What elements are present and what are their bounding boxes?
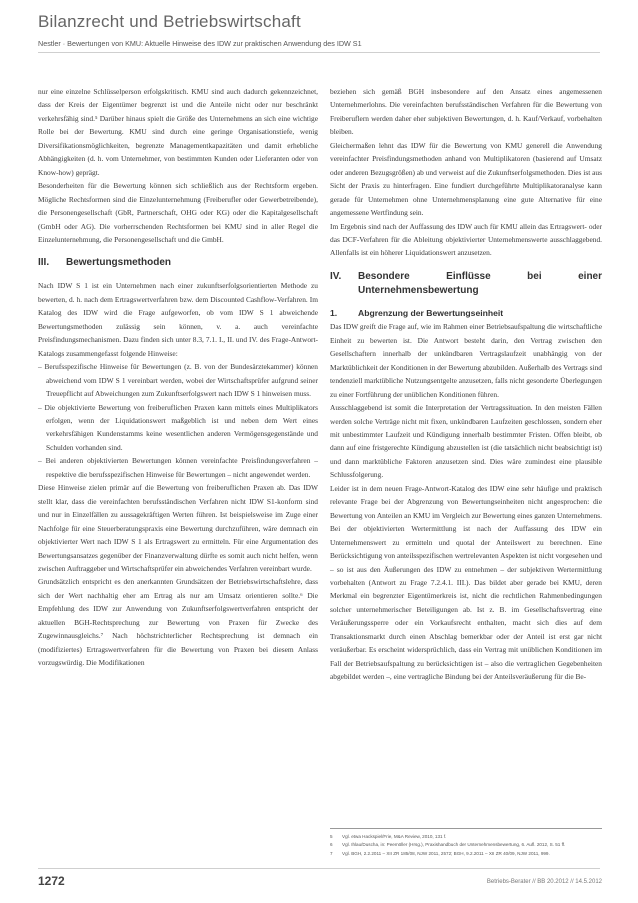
running-header-subtitle: Nestler · Bewertungen von KMU: Aktuelle Hinweise des IDW zur praktischen Anwendung des IDW S1 [38,39,362,48]
paragraph: Das IDW greift die Frage auf, wie im Rahmen einer Betriebsaufspaltung die wirtschaftliche Einheit zu bewerten ist. Die Antwort besteht darin, den Vertrag zwischen den Gesellschaftern innerhalb der unkündbaren Vertragslaufzeit unabhängig von der Marktüblichkeit der Konditionen in der Bewertung abzubilden. Außerhalb des Vertrags sind tendenziell marktübliche Nutzungsentgelte anzusetzen, falls nicht gesonderte Überlegungen zu einer Fortführung der unüblichen Konditionen führen. [330,322,602,399]
section-title: Besondere Einflüsse bei einer Unternehmensbewertung [358,270,602,296]
bullet-item: – Berufsspezifische Hinweise für Bewertungen (z. B. von der Bundesärztekammer) können abweichend vom IDW S 1 vereinbart werden, wobei der Wirtschaftsprüfer aufgrund seiner Treuepflicht auf Abweichungen zum Zukunftserfolgswert nach IDW S 1 hinweisen muss. [38,362,318,399]
running-header-title: Bilanzrecht und Betriebswirtschaft [38,12,301,31]
subsection-heading [330,307,602,320]
footnote-text: Vgl. Ihlau/Duscha, in: Peemöller (Hrsg.), Praxishandbuch der Unternehmensbewertung, 6. Aufl. 2012, S. 51 ff. [342,842,566,848]
footer-divider [38,868,600,869]
bullet-item: – Bei anderen objektivierten Bewertungen können vereinfachte Preisfindungsverfahren – respektive die berufsspezifischen Hinweise für Bewertungen – nicht angewendet werden. [38,456,318,479]
section-heading-methods [38,256,318,270]
left-column [38,85,318,670]
paragraph: Diese Hinweise zielen primär auf die Bewertung von freiberuflichen Praxen ab. Das IDW stellt klar, dass die vereinfachten berufsständischen Verfahren nicht IDW S1-konform sind und nur in Einzelfällen zu aussagekräftigen Werten führen. Ist beispielsweise im Zuge einer Nachfolge für eine Steuerberatungspraxis eine Bewertung durchzuführen, wäre demnach ein objektivierter Wert nach IDW S 1 als Ertragswert zu ermitteln. Für eine Argumentation des Bewertungsansatzes gegenüber der Finanzverwaltung dürfte es somit auch nicht helfen, wenn zwischen Auftraggeber und Wirtschaftsprüfer ein abweichendes Verfahren vereinbart wurde. [38,483,318,573]
bullet-item: – Die objektivierte Bewertung von freiberuflichen Praxen kann mittels eines Multiplikators erfolgen, wenn der Liquidationswert maßgeblich ist und neben dem Wert eines verkehrsfähigen Kundenstamms keine wesentlichen anderen Vermögensgegenstände und Schulden vorhanden sind. [38,402,318,452]
footnote-text: Vgl. etwa Hackspiel/Frie, M&A Review, 2010, 131 f. [342,834,447,839]
section-number: IV. [330,270,342,282]
paragraph: Ausschlaggebend ist somit die Interpretation der Vertragssituation. In den meisten Fällen werden solche Verträge nicht mit fixen, unkündbaren Laufzeiten geschlossen, sondern eher mit unbestimmter Laufzeit und Kündigung innerhalb bestimmter Fristen. Offen bleibt, ob dann auf eine fristgerechte Kündigung abzustellen ist (die tatsächlich nicht beabsichtigt ist) und dann marktübliche Faktoren anzusetzen sind. Dies wäre zumindest eine plausible Schlussfolgerung. [330,403,602,480]
footnotes [330,828,602,858]
footnote-number: 5 [330,834,333,839]
paragraph: Gleichermaßen lehnt das IDW für die Bewertung von KMU generell die Anwendung vereinfachter Preisfindungsmethoden anhand von Multiplikatoren (basierend auf Umsatz oder anderen Bezugsgrößen) ab und verweist auf die Zukunftserfolgsmethoden. Dies ist aus Sicht der Praxis zu hinterfragen. Eine fundiert durchgeführte Multiplikatoranalyse kann gerade für Unternehmen ohne Unternehmensplanung eine gute Alternative für eine angemessene Wertfindung sein. [330,140,602,218]
paragraph: Besonderheiten für die Bewertung können sich schließlich aus der Rechtsform ergeben. Mögliche Rechtsformen sind die Einzelunternehmung (Freiberufler oder Gewerbetreibende), die Personengesellschaft (GbR, Partnerschaft, OHG oder KG) oder die Kapitalgesellschaft (GmbH oder AG). Die vorherrschenden Rechtsformen bei KMU sind in aller Regel die Einzelunternehmung, die Personengesellschaft und die GmbH. [38,181,318,244]
footnote-text: Vgl. BGH, 2.2.2011 – XII ZR 185/08, NJW 2011, 2572; BGH, 9.2.2011 – XII ZR 40/09, NJW 2011, 999. [342,850,550,856]
subsection-number: 1. [330,307,338,318]
paragraph: Im Ergebnis sind nach der Auffassung des IDW auch für KMU allein das Ertragswert- oder das DCF-Verfahren für die Ableitung objektivierter Unternehmenswerte ausschlaggebend. Allenfalls ist ein höherer Liquidationswert anzusetzen. [330,221,602,258]
journal-citation: Betriebs-Berater // BB 20.2012 // 14.5.2012 [486,879,602,885]
footnote [330,850,602,858]
paragraph: Grundsätzlich entspricht es den anerkannten Grundsätzen der Betriebswirtschaftslehre, dass sich der Wert nachhaltig eher am Ertrag als nur am Umsatz orientieren sollte.⁶ Die Empfehlung des IDW zur Anwendung von Zukunftserfolgswertverfahren entspricht der aktuellen BGH-Rechtsprechung zur Bewertung von Praxen für Zwecke des Zugewinnausgleichs.⁷ Nach höchstrichterlicher Rechtsprechung ist demnach ein (modifiziertes) Ertragswertverfahren für die Bewertung von Praxen bei diesem Anlass vorzugswürdig. Die Modifikationen [38,577,318,668]
page-number: 1272 [38,874,65,888]
footnote-number: 6 [330,842,333,848]
section-heading-influences [330,270,602,298]
section-title: Bewertungsmethoden [66,257,172,269]
paragraph: Leider ist in dem neuen Frage-Antwort-Katalog des IDW eine sehr häufige und praktisch relevante Frage bei der Abgrenzung von Bewertungseinheiten nicht angesprochen: die Bewertung von Anteilen an KMU im Vergleich zur Bewertung eines ganzen Unternehmens. Bei der objektivierten Wertermittlung ist nach der Auffassung des IDW ein Unternehmenswert zu ermitteln und quotal der Anteilswert zu berechnen. Eine Berücksichtigung von anteilsspezifischen wertrelevanten Aspekten ist nicht vorgesehen und – so ist aus den Äußerungen des IDW zu entnehmen – der subjektiven Wertermittlung vorbehalten (Antwort zu Frage 7.2.4.1. III.). Das bildet aber gerade bei KMU, deren Merkmal ein begrenzter Eigentümerkreis ist, nicht die rechtlichen Rahmenbedingungen solcher unternehmerischer Beteiligungen ab. Ist z. B. im Gesellschaftsvertrag eine Veräußerungssperre oder ein Vorkaufsrecht enthalten, macht sich dies auf dem Transaktionsmarkt durch einen Abschlag bemerkbar oder der Anteil ist erst gar nicht veräußerbar. Es erscheint widersprüchlich, dass ein Vertrag mit unüblichen Konditionen im Fall der Betriebsaufspaltung zu berücksichtigen ist – also die vertraglichen Gegebenheiten abgebildet werden –, eine vertragliche Bindung bei der Anteilsveräußerung für die Be- [330,483,602,682]
section-number: III. [38,257,50,269]
paragraph: nur eine einzelne Schlüsselperson erfolgskritisch. KMU sind auch dadurch gekennzeichnet, dass der Kreis der Eigentümer begrenzt ist und die Anteile nicht oder nur beschränkt verkehrsfähig sind.⁵ Darüber hinaus spielt die Größe des Unternehmens an sich eine wichtige Rolle bei der Bewertung. KMU sind durch eine geringe Organisationstiefe, wenig Diversifikationsmöglichkeiten, begrenzte Managementkapazitäten und damit erhebliche Abhängigkeiten (d. h. vom Unternehmer, von bestimmten Kunden oder Lieferanten oder von Know-how) geprägt. [38,87,318,177]
footnote [330,833,602,841]
footnote [330,841,602,849]
header-divider [38,52,600,53]
subsection-title: Abgrenzung der Bewertungseinheit [358,307,504,318]
right-column [330,85,602,684]
footnote-number: 7 [330,850,333,856]
paragraph: beziehen sich gemäß BGH insbesondere auf den Ansatz eines angemessenen Unternehmerlohns. Die vereinfachten berufsständischen Verfahren für die Bewertung von Freiberuflern werden daher eher subjektiven Bewertungen, d. h. Kauf/Verkauf, vorbehalten bleiben. [330,87,602,137]
paragraph: Nach IDW S 1 ist ein Unternehmen nach einer zukunftserfolgsorientierten Methode zu bewerten, d. h. nach dem Ertragswertverfahren bzw. dem Discounted Cashflow-Verfahren. Im Katalog des IDW wird die Frage aufgeworfen, ob vom IDW S 1 abweichende Bewertungsmethoden zulässig sein können, v. a. auch vereinfachte Preisfindungsmechanismen. Dazu finden sich unter 8.3, 7.1. I., II. und IV. des Frage-Antwort-Katalogs zusammengefasst folgende Hinweise: [38,281,318,358]
